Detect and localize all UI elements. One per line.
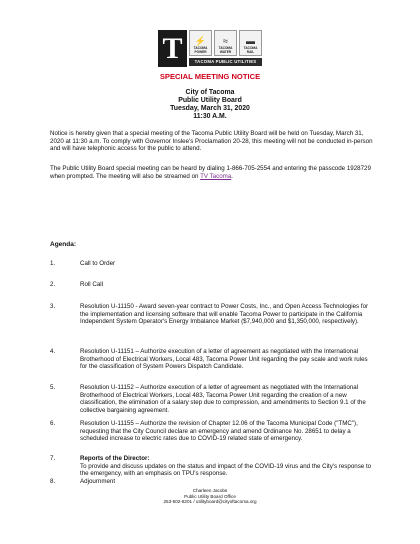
reports-title: Reports of the Director <box>80 455 148 462</box>
water-icon: ≈ <box>223 36 228 46</box>
logo-division-water <box>214 30 237 56</box>
dialin-suffix: . <box>231 172 233 180</box>
power-icon: ⚡ <box>194 36 207 46</box>
agenda-item-resolution-11152: Resolution U-11152 – Authorize execution of a letter of agreement as negotiated with the International Brotherhood of Electrical Workers, Local 483, Tacoma Power Unit regarding the creation of a new classification, the elimination of a salary step due to compression, and amendments to Section 9.1 of the collective bargaining agreement. <box>80 384 366 415</box>
rail-icon: ▬ <box>246 36 255 46</box>
agenda-item-number: 8. <box>50 478 56 485</box>
logo-division-caption: TACOMA POWER <box>193 46 208 54</box>
footer-phone-email: 253-502-8201 / utilityboard@cityoftacoma.org <box>163 499 257 505</box>
logo-bar-text: TACOMA PUBLIC UTILITIES <box>189 58 262 66</box>
reports-text: To provide and discuss updates on the status and impact of the COVID-19 virus and the City's response to the emergency, with an emphasis on TPU's response. <box>80 462 372 478</box>
intro-paragraph: Notice is hereby given that a special meeting of the Tacoma Public Utility Board will be held on Tuesday, March 31, 2020 at 11:30 a.m. To comply with Governor Inslee's Proclamation 20-28, this meeting will not be conducted in-person and will have telephonic access for the public to attend. <box>50 130 373 153</box>
agenda-item-resolution-11151: Resolution U-11151 – Authorize execution of a letter of agreement as negotiated with the International Brotherhood of Electrical Workers, Local 483, Tacoma Power Unit regarding the pay scale and work rules for the classification of System Powers Dispatch Candidate. <box>80 348 368 371</box>
agenda-item-roll-call: Roll Call <box>80 281 104 288</box>
footer-contact <box>0 488 420 505</box>
agenda-item-number: 3. <box>50 303 56 310</box>
logo-division-rail <box>239 30 262 56</box>
logo-division-caption: TACOMA WATER <box>218 46 233 54</box>
tv-tacoma-link[interactable]: TV Tacoma <box>200 172 232 180</box>
footer-name: Charleen Jacobs <box>192 488 228 493</box>
footer-office: Public Utility Board Office <box>184 493 236 499</box>
agenda-item-reports: Reports of the Director: To provide and discuss updates on the status and impact of the COVID-19 virus and the City's response to the emergency, with an emphasis on TPU's response. <box>80 455 372 478</box>
logo-division-caption: TACOMA RAIL <box>243 46 258 54</box>
tpu-logo <box>158 30 262 67</box>
agenda-item-number: 5. <box>50 384 56 391</box>
header-date: Tuesday, March 31, 2020 <box>170 105 250 112</box>
agenda-item-number: 7. <box>50 455 56 462</box>
agenda-item-resolution-11150: Resolution U-11150 - Award seven-year contract to Power Costs, Inc., and Open Access Technologies for the implementation and licensing software that will enable Tacoma Power to participate in the California Independent System Operator's Energy Imbalance Market ($7,940,000 and $1,350,000, respectively). <box>80 303 369 326</box>
header-time: 11:30 A.M. <box>193 113 227 120</box>
logo-letter: T <box>158 30 187 67</box>
dialin-paragraph <box>50 165 375 180</box>
notice-title: SPECIAL MEETING NOTICE <box>159 72 261 81</box>
agenda-item-number: 4. <box>50 348 56 355</box>
agenda-item-adjournment: Adjournment <box>80 478 116 485</box>
agenda-item-number: 2. <box>50 281 56 288</box>
agenda-item-number: 6. <box>50 420 56 427</box>
agenda-item-call-to-order: Call to Order <box>80 260 116 267</box>
agenda-item-number: 1. <box>50 260 56 267</box>
header-board: Public Utility Board <box>178 97 242 104</box>
agenda-item-resolution-11155: Resolution U-11155 – Authorize the revision of Chapter 12.06 of the Tacoma Municipal Code ("TMC"), requesting that the City Council declare an emergency and amend Ordinance No. 28651 to delay a scheduled increase to electric rates due to COVID-19 related state of emergency. <box>80 420 358 443</box>
logo-division-power <box>189 30 212 56</box>
header-city: City of Tacoma <box>185 89 235 96</box>
dialin-text: The Public Utility Board special meeting can be heard by dialing 1-866-705-2554 and entering the passcode 1928729 when prompted. The meeting will also be streamed on <box>50 165 371 180</box>
agenda-label: Agenda: <box>50 241 76 248</box>
